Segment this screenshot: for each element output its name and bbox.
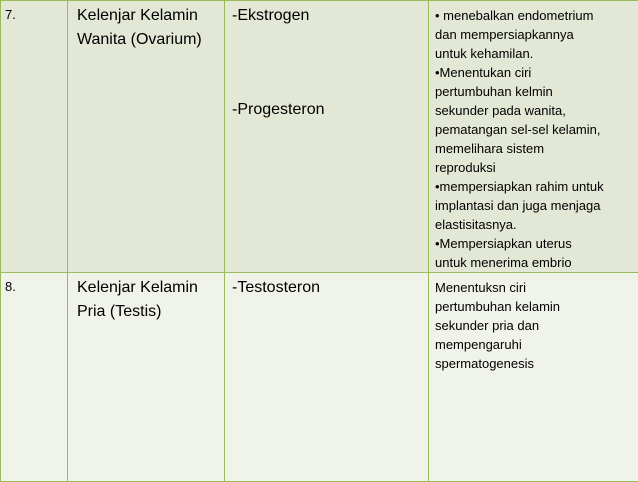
gland-name-line: Kelenjar Kelamin <box>77 279 198 296</box>
gland-name <box>68 273 225 482</box>
hormone-cell <box>225 273 429 482</box>
hormone-name: -Testosteron <box>232 276 424 300</box>
function-line: •mempersiapkan rahim untuk <box>435 177 634 196</box>
function-line: pertumbuhan kelamin <box>435 297 634 316</box>
hormone-name: -Ekstrogen <box>232 4 424 28</box>
function-line: •Menentukan ciri <box>435 63 634 82</box>
function-line: mempengaruhi <box>435 335 634 354</box>
function-line: •Mempersiapkan uterus <box>435 234 634 253</box>
function-line: • menebalkan endometrium <box>435 6 634 25</box>
function-cell <box>429 273 638 482</box>
table-row <box>1 273 638 482</box>
function-line: Menentuksn ciri <box>435 278 634 297</box>
function-line: sekunder pada wanita, <box>435 101 634 120</box>
gland-name <box>68 1 225 273</box>
function-line: sekunder pria dan <box>435 316 634 335</box>
table-row <box>1 1 638 273</box>
row-number: 7. <box>1 1 68 273</box>
hormone-cell <box>225 1 429 273</box>
hormone-name: -Progesteron <box>232 98 424 122</box>
gland-name-line: Pria (Testis) <box>77 303 161 320</box>
function-line: untuk kehamilan. <box>435 44 634 63</box>
function-line: pertumbuhan kelmin <box>435 82 634 101</box>
function-line: dan mempersiapkannya <box>435 25 634 44</box>
function-line: elastisitasnya. <box>435 215 634 234</box>
function-line: reproduksi <box>435 158 634 177</box>
function-line: spermatogenesis <box>435 354 634 373</box>
function-cell <box>429 1 638 273</box>
gland-name-line: Kelenjar Kelamin <box>77 7 198 24</box>
function-line: memelihara sistem <box>435 139 634 158</box>
function-line: untuk menerima embrio <box>435 253 634 272</box>
function-line: pematangan sel-sel kelamin, <box>435 120 634 139</box>
row-number: 8. <box>1 273 68 482</box>
gland-name-line: Wanita (Ovarium) <box>77 31 202 48</box>
function-line: implantasi dan juga menjaga <box>435 196 634 215</box>
